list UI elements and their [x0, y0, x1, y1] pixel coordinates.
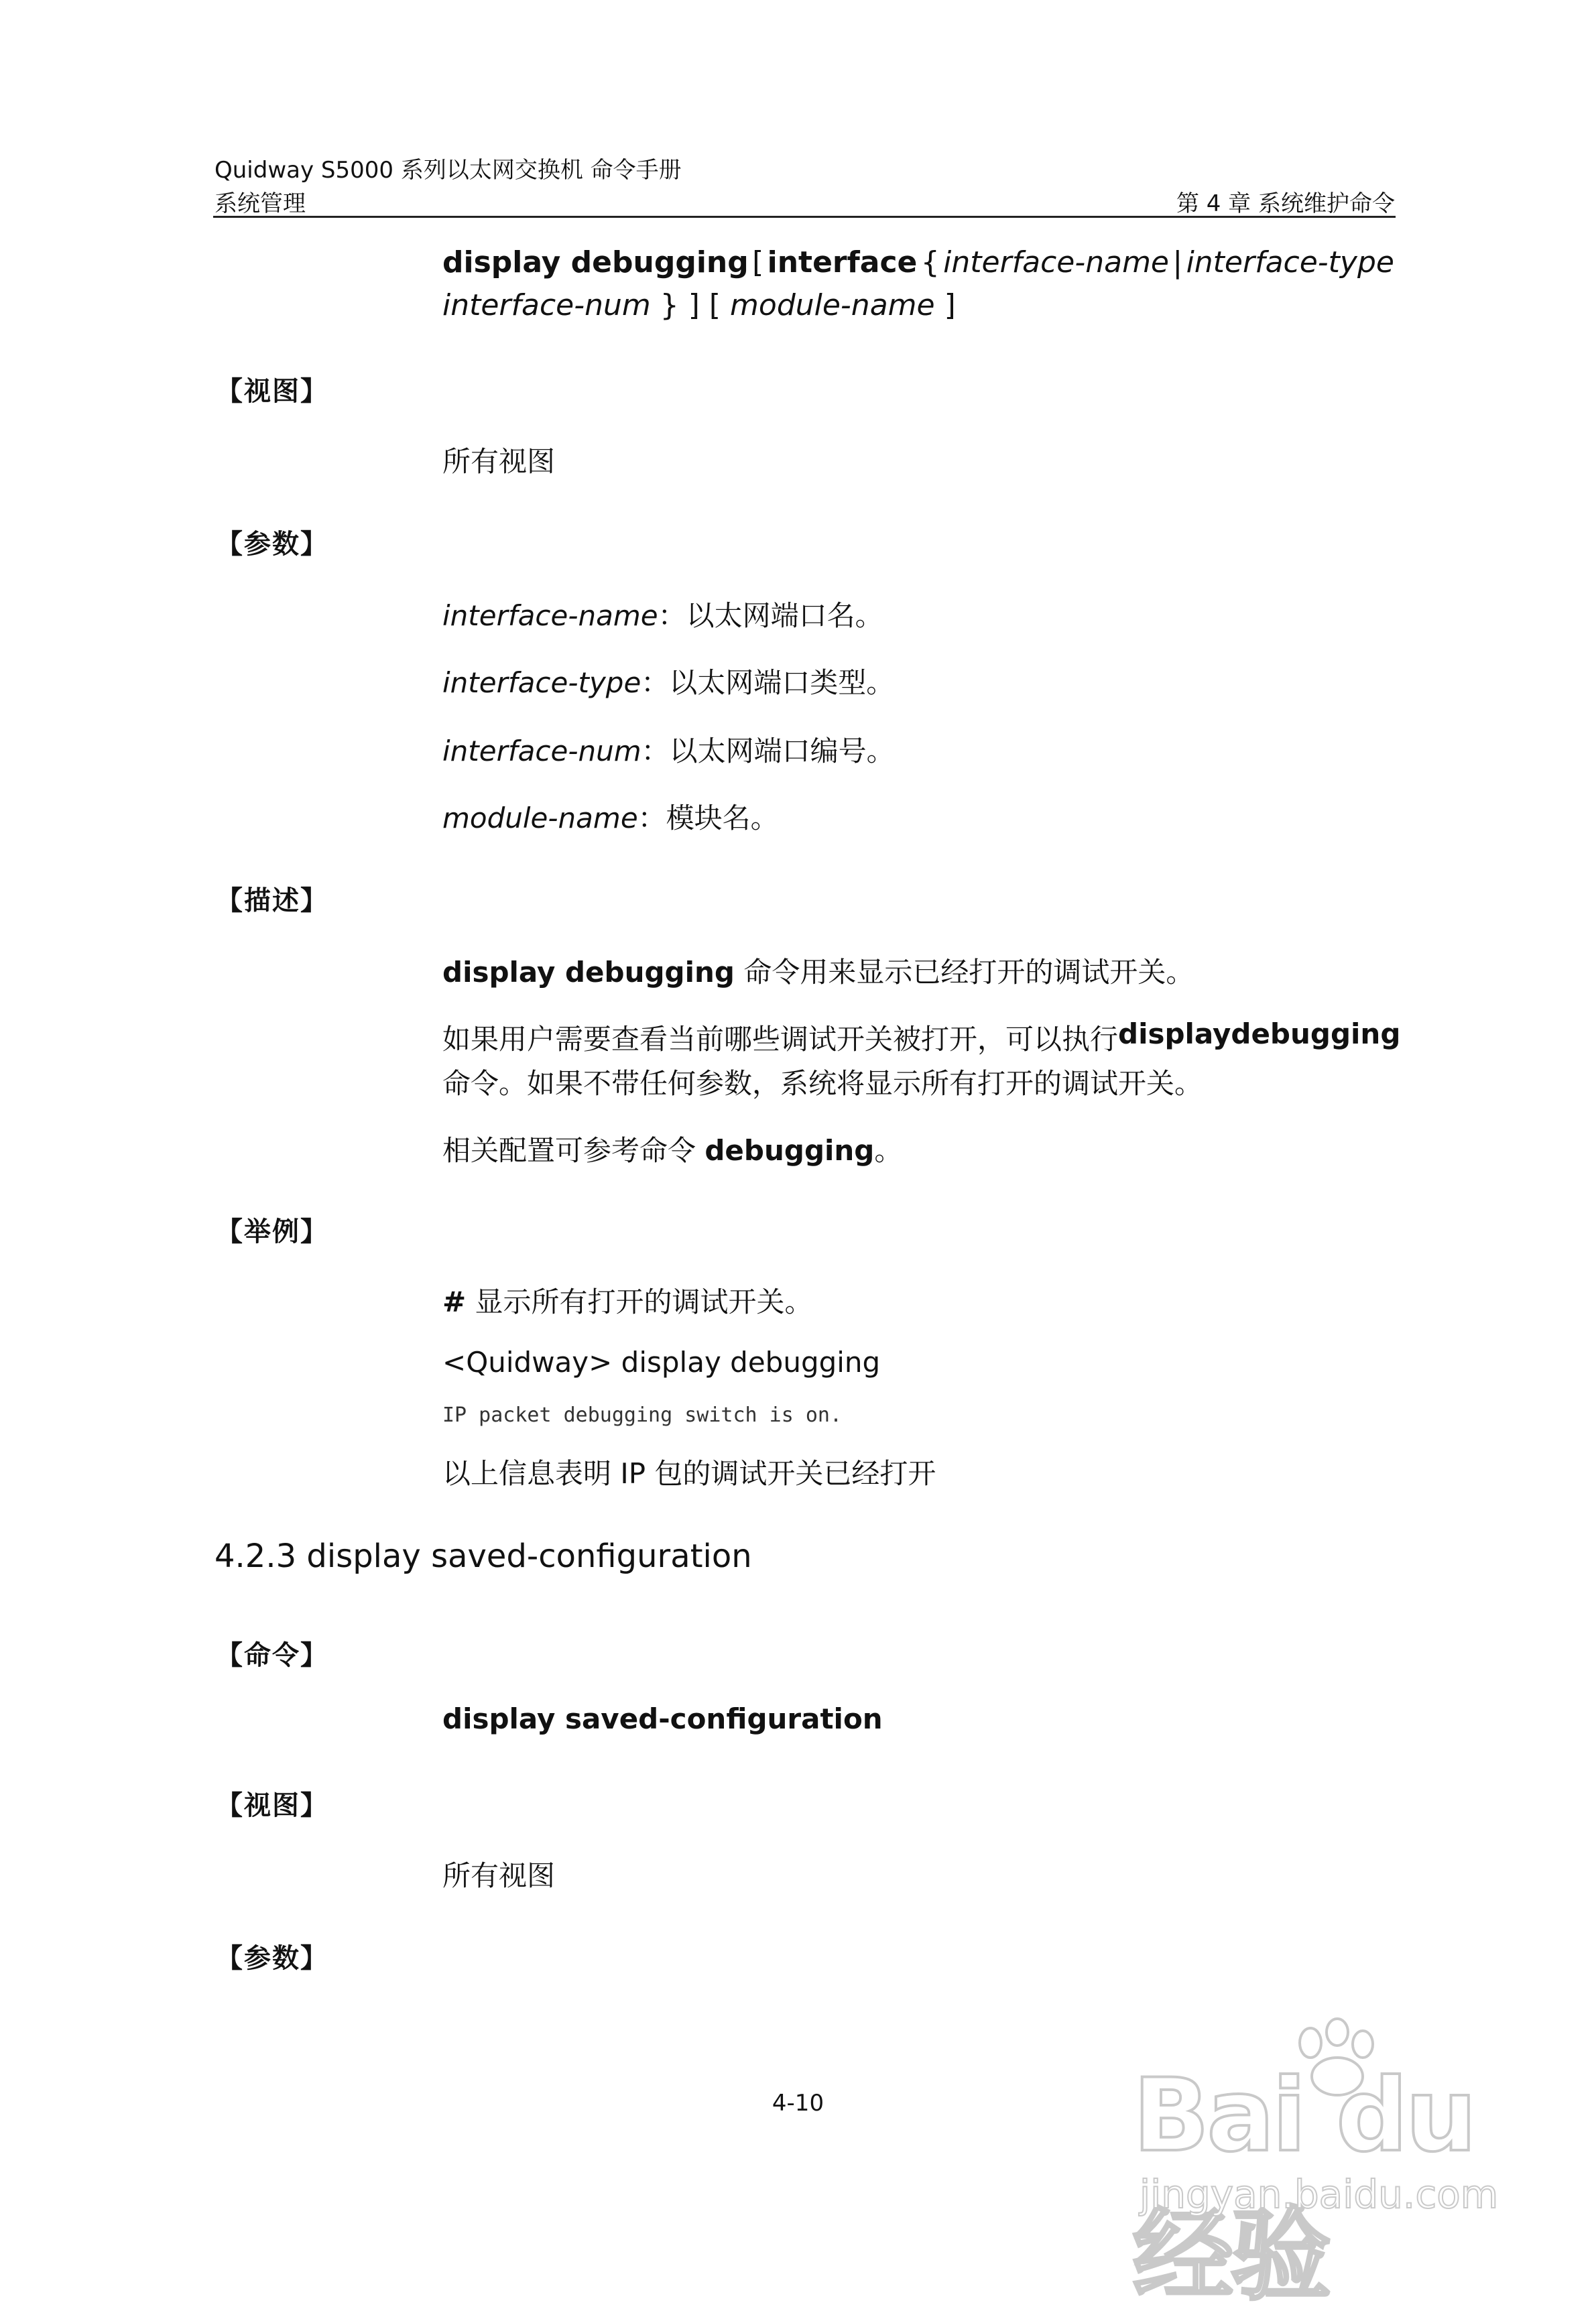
- description-text: 如果用户需要查看当前哪些调试开关被打开，可以执行: [442, 1023, 1119, 1056]
- view-text: 所有视图: [442, 1859, 556, 1892]
- param-item: [442, 594, 883, 634]
- syntax-brackets: } ] [: [650, 288, 731, 322]
- syntax-close: ]: [934, 288, 956, 322]
- syntax-param-interface-num: interface-num: [442, 288, 651, 322]
- description-para-3: [442, 1129, 902, 1169]
- syntax-pipe: |: [1172, 245, 1183, 279]
- header-chapter: 第 4 章 系统维护命令: [1176, 190, 1395, 217]
- example-comment-text: 显示所有打开的调试开关。: [466, 1286, 813, 1318]
- syntax-param-interface-name: interface-name: [943, 245, 1170, 279]
- description-text: 命令用来显示已经打开的调试开关。: [734, 956, 1194, 989]
- header-title: Quidway S5000 系列以太网交换机 命令手册: [214, 157, 682, 184]
- example-comment: [442, 1280, 813, 1320]
- header-section: 系统管理: [214, 190, 306, 217]
- command-text: display saved-configuration: [442, 1702, 883, 1735]
- param-name: interface-num: [442, 735, 641, 767]
- param-desc: ：模块名。: [637, 802, 779, 834]
- description-para-2-line-1: [442, 1017, 1401, 1058]
- param-desc: ：以太网端口名。: [658, 599, 883, 632]
- description-command: display: [1118, 1017, 1231, 1050]
- example-explanation: 以上信息表明 IP 包的调试开关已经打开: [442, 1457, 936, 1490]
- label-example: 【举例】: [216, 1216, 328, 1247]
- description-para-2-line-2: 命令。如果不带任何参数，系统将显示所有打开的调试开关。: [442, 1067, 1203, 1100]
- description-command: display debugging: [442, 956, 735, 989]
- view-text: 所有视图: [442, 445, 556, 478]
- param-item: [442, 796, 779, 836]
- param-name: interface-name: [442, 599, 658, 632]
- description-command: debugging: [704, 1134, 875, 1167]
- label-view: 【视图】: [216, 1790, 328, 1821]
- page-number: 4-10: [772, 2090, 824, 2117]
- example-prompt: <Quidway> display debugging: [442, 1346, 881, 1379]
- syntax-line-2: [442, 288, 956, 322]
- label-params: 【参数】: [216, 1943, 328, 1974]
- label-description: 【描述】: [216, 885, 328, 916]
- description-text: 。: [874, 1134, 903, 1167]
- description-command: debugging: [1231, 1017, 1401, 1050]
- param-item: [442, 661, 894, 701]
- syntax-brace: {: [920, 245, 940, 279]
- watermark-url: jingyan.baidu.com: [1140, 2172, 1499, 2217]
- param-name: module-name: [442, 802, 638, 834]
- param-desc: ：以太网端口编号。: [641, 735, 895, 767]
- param-item: [442, 729, 895, 769]
- syntax-line-1: [442, 245, 1394, 279]
- syntax-param-module-name: module-name: [730, 288, 935, 322]
- baidu-jingyan-watermark: [1133, 2017, 1508, 2314]
- syntax-bracket: [: [752, 245, 764, 279]
- example-output: IP packet debugging switch is on.: [442, 1403, 843, 1427]
- header-divider: [213, 216, 1396, 218]
- syntax-command: display debugging: [442, 245, 749, 279]
- section-heading: 4.2.3 display saved-configuration: [214, 1538, 752, 1575]
- watermark-logo: Bai du 经验: [1133, 2058, 1475, 2314]
- param-desc: ：以太网端口类型。: [641, 666, 895, 699]
- syntax-param-interface-type: interface-type: [1186, 245, 1394, 279]
- label-command: 【命令】: [216, 1640, 328, 1671]
- example-hash: #: [442, 1286, 467, 1318]
- description-text: 相关配置可参考命令: [442, 1134, 705, 1167]
- param-name: interface-type: [442, 666, 641, 699]
- syntax-keyword-interface: interface: [767, 245, 918, 279]
- label-view: 【视图】: [216, 376, 328, 407]
- label-params: 【参数】: [216, 529, 328, 560]
- description-para-1: [442, 950, 1194, 991]
